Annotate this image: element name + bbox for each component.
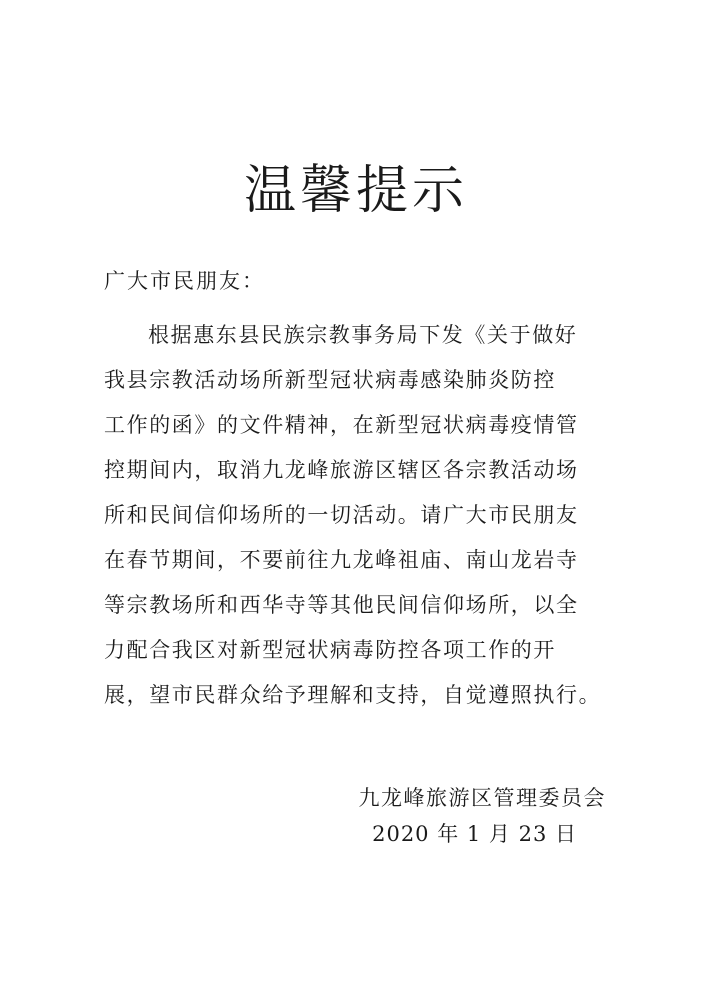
body-line: 力配合我区对新型冠状病毒防控各项工作的开	[104, 638, 556, 662]
body-line: 我县宗教活动场所新型冠状病毒感染肺炎防控	[104, 368, 556, 392]
signature-organization: 九龙峰旅游区管理委员会	[358, 786, 606, 810]
body-line: 控期间内，取消九龙峰旅游区辖区各宗教活动场	[104, 458, 579, 482]
body-line: 等宗教场所和西华寺等其他民间信仰场所，以全	[104, 593, 579, 617]
salutation: 广大市民朋友：	[104, 269, 265, 293]
signature-date: 2020 年 1 月 23 日	[372, 822, 577, 846]
body-line: 根据惠东县民族宗教事务局下发《关于做好	[148, 323, 578, 347]
body-line: 工作的函》的文件精神，在新型冠状病毒疫情管	[104, 413, 579, 437]
body-line: 展，望市民群众给予理解和支持，自觉遵照执行。	[104, 683, 602, 707]
body-paragraph	[104, 313, 610, 718]
body-line: 所和民间信仰场所的一切活动。请广大市民朋友	[104, 503, 579, 527]
document-title: 温馨提示	[243, 161, 468, 221]
body-line: 在春节期间，不要前往九龙峰祖庙、南山龙岩寺	[104, 548, 579, 572]
